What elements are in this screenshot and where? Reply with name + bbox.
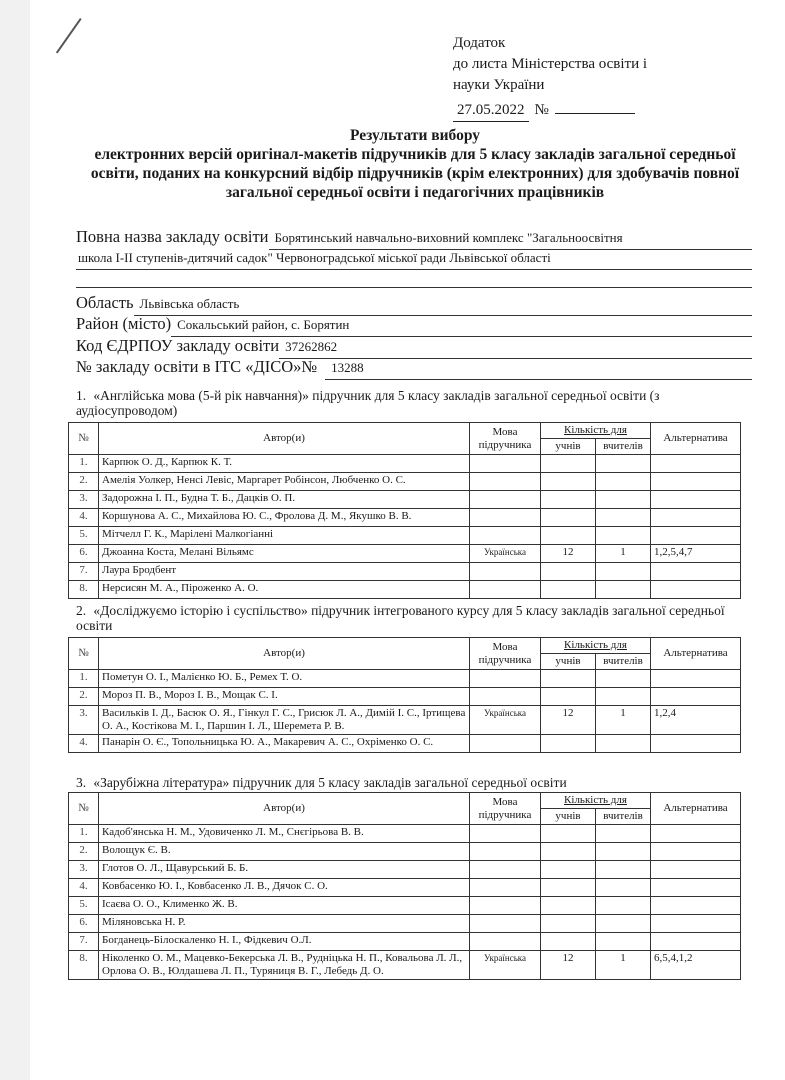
row-alternative (651, 915, 741, 933)
table-row (69, 897, 741, 915)
row-alternative: 1,2,4 (651, 706, 741, 735)
field-diso (76, 357, 752, 380)
row-number: 2. (69, 843, 99, 861)
row-students (541, 879, 596, 897)
row-teachers (596, 879, 651, 897)
annex-line-2: до листа Міністерства освіти і (453, 56, 648, 72)
row-students (541, 688, 596, 706)
row-language (470, 735, 541, 753)
full-name-label: Повна назва закладу освіти (76, 227, 269, 246)
row-alternative (651, 670, 741, 688)
row-alternative (651, 581, 741, 599)
table-row (69, 563, 741, 581)
row-teachers (596, 581, 651, 599)
row-language (470, 688, 541, 706)
title-heading: Результати вибору (349, 127, 481, 144)
row-language (470, 563, 541, 581)
row-teachers: 1 (596, 706, 651, 735)
row-students (541, 915, 596, 933)
row-students (541, 581, 596, 599)
table-row (69, 688, 741, 706)
field-edrpou (76, 336, 752, 359)
row-teachers (596, 527, 651, 545)
row-number: 3. (69, 861, 99, 879)
row-language (470, 843, 541, 861)
row-authors: Глотов О. Л., Щавурський Б. Б. (99, 861, 470, 879)
row-alternative (651, 688, 741, 706)
table-row (69, 843, 741, 861)
table-row (69, 527, 741, 545)
row-teachers (596, 455, 651, 473)
row-students (541, 491, 596, 509)
row-number: 7. (69, 933, 99, 951)
blank-rule (76, 287, 752, 288)
row-language (470, 670, 541, 688)
section-3-table: № Автор(и) Мова підручника Кількість для Альтернатива учнів вчителів 1. Кадоб'янська Н. М., Удовиченко Л. М., Снєгірьова В. В. 2. Волощук Є. В. 3. Глотов О. Л., Щавурський Б. Б. 4. Ковбасенко Ю. І., Ковбасенко Л. В., Дячок С. О. 5. Ісаєва О. О., Клименко Ж. В. 6. Міляновська Н. Р. 7. Богданець-Білоскаленко Н. І., Фідкевич О.Л. 8. Ніколенко О. М., Мацевко-Бекерська Л. В., Рудніцька Н. П., Ковальова Л. Л., Орлова О. В., Юлдашева Л. П., Туряниця В. Г., Лебедь Д. О. Українська 12 1 6,5,4,1,2 (68, 792, 741, 980)
diso-label: № закладу освіти в ІТС «ДІСО»№ (76, 357, 318, 376)
table-row (69, 670, 741, 688)
row-students (541, 509, 596, 527)
row-number: 1. (69, 825, 99, 843)
row-alternative (651, 509, 741, 527)
row-authors: Мороз П. В., Мороз І. В., Мощак С. І. (99, 688, 470, 706)
section-2-rows (69, 670, 741, 753)
section-3-title: 3. «Зарубіжна література» підручник для 5 класу закладів загальної середньої освіти (76, 775, 567, 790)
row-authors: Міляновська Н. Р. (99, 915, 470, 933)
document-title (70, 126, 760, 202)
table-row (69, 581, 741, 599)
row-students (541, 861, 596, 879)
row-authors: Ковбасенко Ю. І., Ковбасенко Л. В., Дячок С. О. (99, 879, 470, 897)
scan-edge-strip (0, 0, 30, 1080)
row-students (541, 825, 596, 843)
row-alternative: 1,2,5,4,7 (651, 545, 741, 563)
table-row (69, 861, 741, 879)
table-row (69, 933, 741, 951)
row-alternative (651, 473, 741, 491)
row-number: 1. (69, 455, 99, 473)
annex-line-3: науки України (453, 77, 545, 93)
row-authors: Нерсисян М. А., Піроженко А. О. (99, 581, 470, 599)
row-students (541, 735, 596, 753)
annex-block (453, 33, 647, 122)
table-row (69, 879, 741, 897)
row-number: 8. (69, 951, 99, 980)
table-row (69, 951, 741, 980)
row-number: 3. (69, 706, 99, 735)
row-authors: Коршунова А. С., Михайлова Ю. С., Фролова Д. М., Якушко В. В. (99, 509, 470, 527)
table-row (69, 735, 741, 753)
section-2-table: № Автор(и) Мова підручника Кількість для Альтернатива учнів вчителів 1. Пометун О. І., Малієнко Ю. Б., Ремех Т. О. 2. Мороз П. В., Мороз І. В., Мощак С. І. 3. Васильків І. Д., Басюк О. Я., Гінкул Г. С., Грисюк Л. А., Димій І. С., Іртищева О. А., Костікова М. І., Паршин І. Л., Шеремета Р. В. Українська 12 1 1,2,4 4. Панарін О. Є., Топольницька Ю. А., Макаревич А. С., Охріменко О. С. (68, 637, 741, 753)
row-teachers (596, 509, 651, 527)
row-number: 6. (69, 915, 99, 933)
field-full-name-cont (76, 250, 752, 270)
section-1-table: № Автор(и) Мова підручника Кількість для Альтернатива учнів вчителів 1. Карпюк О. Д., Карпюк К. Т. 2. Амелія Уолкер, Ненсі Левіс, Маргарет Робінсон, Любченко О. С. 3. Задорожна І. П., Будна Т. Б., Дацків О. П. 4. Коршунова А. С., Михайлова Ю. С., Фролова Д. М., Якушко В. В. 5. Мітчелл Г. К., Марілені Малкогіанні 6. Джоанна Коста, Мелані Вільямс Українська 12 1 1,2,5,4,7 7. Лаура Бродбент 8. Нерсисян М. А., Піроженко А. О. (68, 422, 741, 599)
title-subtitle: електронних версій оригінал-макетів підручників для 5 класу закладів загальної середньої освіти, поданих на конкурсний відбір підручників (крім електронних) для здобувачів повної загальної середньої освіти і педагогічних працівників (90, 146, 740, 201)
row-language (470, 491, 541, 509)
row-authors: Карпюк О. Д., Карпюк К. Т. (99, 455, 470, 473)
row-number: 4. (69, 509, 99, 527)
row-teachers (596, 843, 651, 861)
row-teachers (596, 897, 651, 915)
row-language (470, 897, 541, 915)
row-language (470, 879, 541, 897)
row-students: 12 (541, 545, 596, 563)
row-authors: Панарін О. Є., Топольницька Ю. А., Макаревич А. С., Охріменко О. С. (99, 735, 470, 753)
table-row (69, 455, 741, 473)
row-authors: Ніколенко О. М., Мацевко-Бекерська Л. В., Рудніцька Н. П., Ковальова Л. Л., Орлова О. В., Юлдашева Л. П., Туряниця В. Г., Лебедь Д. О. (99, 951, 470, 980)
row-alternative (651, 735, 741, 753)
row-language (470, 455, 541, 473)
row-alternative (651, 527, 741, 545)
row-teachers (596, 491, 651, 509)
row-authors: Васильків І. Д., Басюк О. Я., Гінкул Г. С., Грисюк Л. А., Димій І. С., Іртищева О. А., Костікова М. І., Паршин І. Л., Шеремета Р. В. (99, 706, 470, 735)
full-name-line-1: Борятинський навчально-виховний комплекс "Загальноосвітня (269, 230, 752, 250)
row-alternative (651, 825, 741, 843)
section-1-rows (69, 455, 741, 599)
diso-value: 13288 (325, 360, 752, 380)
row-number: 8. (69, 581, 99, 599)
row-students (541, 455, 596, 473)
row-number: 1. (69, 670, 99, 688)
row-alternative (651, 563, 741, 581)
region-label: Область (76, 293, 134, 312)
row-language (470, 861, 541, 879)
row-number: 2. (69, 688, 99, 706)
row-alternative (651, 897, 741, 915)
annex-number-value (555, 96, 635, 114)
row-alternative (651, 933, 741, 951)
annex-date: 27.05.2022 (453, 100, 529, 122)
section-3-rows (69, 825, 741, 980)
row-teachers (596, 735, 651, 753)
row-language (470, 473, 541, 491)
row-language (470, 915, 541, 933)
row-authors: Амелія Уолкер, Ненсі Левіс, Маргарет Робінсон, Любченко О. С. (99, 473, 470, 491)
row-alternative (651, 861, 741, 879)
row-teachers: 1 (596, 545, 651, 563)
row-students (541, 563, 596, 581)
row-language (470, 581, 541, 599)
row-number: 5. (69, 527, 99, 545)
row-students (541, 897, 596, 915)
row-teachers (596, 563, 651, 581)
table-row (69, 706, 741, 735)
row-number: 4. (69, 735, 99, 753)
row-number: 6. (69, 545, 99, 563)
section-1-title: 1. «Англійська мова (5-й рік навчання)» підручник для 5 класу закладів загальної середньої освіти (з аудіосупроводом) (76, 388, 660, 418)
row-authors: Волощук Є. В. (99, 843, 470, 861)
row-authors: Мітчелл Г. К., Марілені Малкогіанні (99, 527, 470, 545)
annex-line-1: Додаток (453, 35, 506, 51)
pen-mark (56, 18, 82, 54)
field-region (76, 293, 752, 316)
region-value: Львівська область (134, 296, 752, 316)
row-students (541, 473, 596, 491)
annex-number-label: № (534, 102, 549, 118)
row-teachers (596, 915, 651, 933)
field-full-name (76, 227, 752, 250)
row-authors: Задорожна І. П., Будна Т. Б., Дацків О. П. (99, 491, 470, 509)
row-students: 12 (541, 706, 596, 735)
table-row (69, 509, 741, 527)
row-teachers (596, 473, 651, 491)
row-number: 5. (69, 897, 99, 915)
row-authors: Джоанна Коста, Мелані Вільямс (99, 545, 470, 563)
field-district (76, 314, 752, 337)
row-students: 12 (541, 951, 596, 980)
section-2-title: 2. «Досліджуємо історію і суспільство» підручник інтегрованого курсу для 5 класу закладів загальної середньої освіти (76, 603, 725, 633)
edrpou-label: Код ЄДРПОУ закладу освіти (76, 336, 280, 355)
full-name-line-2: школа І-ІІ ступенів-дитячий садок" Червоноградської міської ради Львівської області (76, 250, 752, 270)
row-students (541, 527, 596, 545)
row-authors: Пометун О. І., Малієнко Ю. Б., Ремех Т. О. (99, 670, 470, 688)
row-alternative (651, 491, 741, 509)
table-row (69, 915, 741, 933)
row-number: 4. (69, 879, 99, 897)
table-row (69, 491, 741, 509)
row-teachers: 1 (596, 951, 651, 980)
row-language (470, 825, 541, 843)
row-authors: Лаура Бродбент (99, 563, 470, 581)
row-language: Українська (470, 706, 541, 735)
row-number: 2. (69, 473, 99, 491)
table-row (69, 825, 741, 843)
table-row (69, 545, 741, 563)
row-students (541, 670, 596, 688)
row-number: 7. (69, 563, 99, 581)
row-alternative (651, 843, 741, 861)
row-teachers (596, 861, 651, 879)
row-authors: Кадоб'янська Н. М., Удовиченко Л. М., Снєгірьова В. В. (99, 825, 470, 843)
row-students (541, 933, 596, 951)
edrpou-value: 37262862 (279, 339, 752, 359)
row-teachers (596, 670, 651, 688)
row-language: Українська (470, 545, 541, 563)
row-students (541, 843, 596, 861)
row-authors: Ісаєва О. О., Клименко Ж. В. (99, 897, 470, 915)
row-teachers (596, 825, 651, 843)
row-alternative (651, 879, 741, 897)
row-number: 3. (69, 491, 99, 509)
row-language (470, 933, 541, 951)
row-teachers (596, 933, 651, 951)
row-authors: Богданець-Білоскаленко Н. І., Фідкевич О.Л. (99, 933, 470, 951)
row-teachers (596, 688, 651, 706)
row-alternative: 6,5,4,1,2 (651, 951, 741, 980)
district-value: Сокальський район, с. Борятин (171, 317, 752, 337)
row-language (470, 509, 541, 527)
table-row (69, 473, 741, 491)
district-label: Район (місто) (76, 314, 172, 333)
row-language: Українська (470, 951, 541, 980)
row-language (470, 527, 541, 545)
row-alternative (651, 455, 741, 473)
